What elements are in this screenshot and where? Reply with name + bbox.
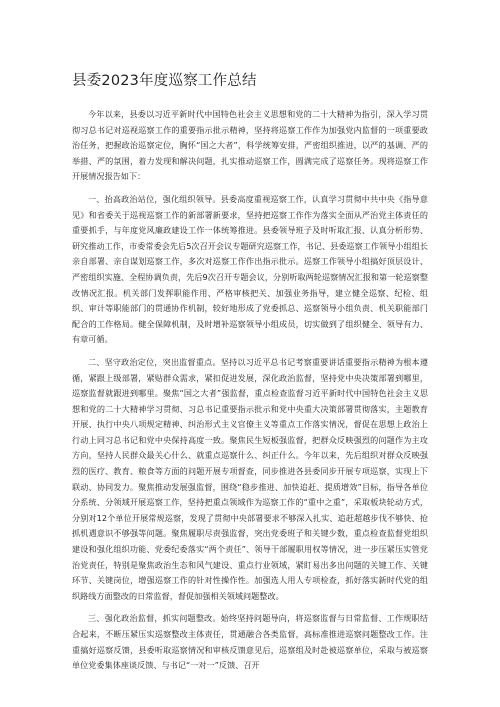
paragraph-section-3: 三、强化政治监督，抓实问题整改。始终坚持问题导向，将巡察监督与日常监督、工作规职结合起来，不断压紧压实巡察整改主体责任，贯通融合各类监督，高标准推进巡察问题整改工作。注重搞好巡察反馈，县委听取巡察情况和审核反馈意见后，巡察组及时赴被巡察单位，采取与被巡察单位党委集体座谈反馈、与书记“一对一”反馈、召开 <box>72 613 428 671</box>
paragraph-section-2: 二、坚守政治定位，突出监督重点。坚持以习近平总书记考察重要讲话重要指示精神为根本遵循，紧跟上级部署，紧贴群众需求，紧扣促进发展，深化政治监督，坚持党中央决策部署到哪里，巡察监督就跟进到哪里。聚焦“国之大者”强监督，重点检查监督习近平新时代中国特色社会主义思想和党的二十大精神学习贯彻、习总书记重要指示批示和党中央重大决策部署贯彻落实，主题教育开展、执行中央八项规定精神、纠治形式主义官僚主义等重点工作落实情况，督促在思想上政治上行动上同习总书记和党中央保持高度一致。聚焦民生短板强监督，把群众反映强烈的问题作为主攻方向，坚持人民群众最关心什么、就重点巡察什么、纠正什么。今年以来，先后组织对群众反映强烈的医疗、教育、粮食等方面的问题开展专项督查，同步推进各县委同步开展专项巡察，实现上下联动、协同发力。聚焦推动发展强监督，围绕“稳步推进、加快追赶、提质增效”目标，指导各单位分系统、分领域开展巡察工作，坚持把重点领域作为巡察工作的“重中之重”，采取板块轮动方式，分别对12个单位开展常规巡察，发现了贯彻中央部署要求不够深入扎实、追赶超越步伐不够快、抢抓机遇意识不够强等问题。聚焦履职尽责强监督，突出党委班子和关键少数，重点检查监督党组织建设和强化组织功能、党委纪委落实“两个责任”、领导干部履职用权等情况，进一步压紧压实管党治党责任，特别是聚焦政治生态和风气建设、重点行业领域，紧盯易出多出问题的关键工作、关键环节、关键岗位，增强巡察工作的针对性操作性。加强选人用人专项检查，抓好落实新时代党的组织路线方面整改的日常监督，督促加强相关领域问题整改。 <box>72 356 428 601</box>
document-title: 县委2023年度巡察工作总结 <box>72 73 257 89</box>
paragraph-intro: 今年以来，县委以习近平新时代中国特色社会主义思想和党的二十大精神为指引，深入学习贯彻习总书记对巡视巡察工作的重要指示批示精神，坚持将巡察工作作为加强党内监督的一项重要政治任务，把握政治巡察定位，胸怀“国之大者”，科学统筹安排，严密组织推进，以严的基调、严的举措、严的氛围，着力发现和解决问题，扎实推动巡察工作，圆满完成了巡察任务。现将巡察工作开展情况报告如下： <box>72 109 428 182</box>
paragraph-section-1: 一、抬高政治站位，强化组织领导。县委高度重视巡察工作，认真学习贯彻中共中央《指导意见》和省委关于巡视巡察工作的新部署新要求，坚持把巡察工作作为落实全面从严治党主体责任的重要抓手，与年度党风廉政建设工作一体统筹推进。县委领导班子及时听取汇报、认真分析形势、研究推动工作，市委常委会先后5次召开会议专题研究巡察工作，书记、县委巡察工作领导小组组长亲自部署、亲自谋划巡察工作，多次对巡察工作作出指示批示。巡察工作领导小组搞好顶层设计、严密组织实施、全程协调负责，先后9次召开专题会议，分别听取两轮巡察情况汇报和第一轮巡察整改情况汇报。机关部门发挥职能作用、严格审核把关、加强业务指导，建立健全巡察、纪检、组织、审计等职能部门的贯通协作机制，较好地形成了党委抓总、巡察领导小组负责、机关职能部门配合的工作格局。健全保障机制，及时增补巡察领导小组成员，切实做到了组织健全、领导有力、有章可循。 <box>72 193 428 345</box>
